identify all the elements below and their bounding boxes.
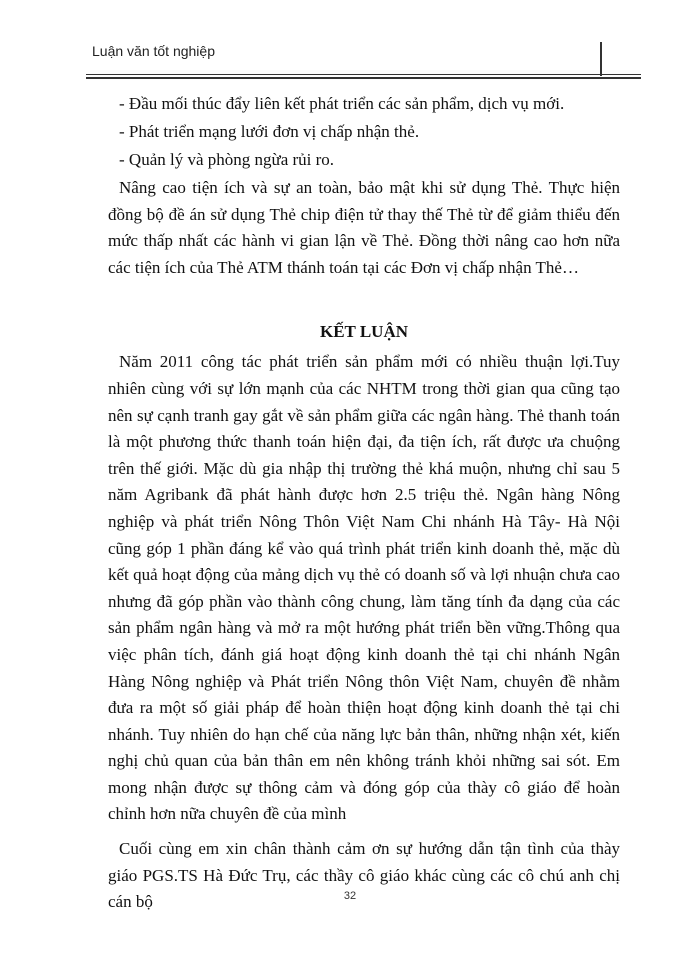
bullet-item: - Quản lý và phòng ngừa rủi ro. <box>119 150 335 169</box>
running-header: Luận văn tốt nghiệp <box>92 43 215 59</box>
paragraph-security: Nâng cao tiện ích và sự an toàn, bảo mật khi sử dụng Thẻ. Thực hiện đồng bộ đề án sử dụng Thẻ chip điện tử thay thế Thẻ từ để giảm thiểu đến mức thấp nhất các hành vi gian lận về Thẻ. Đồng thời nâng cao hơn nữa các tiện ích của Thẻ ATM thánh toán tại các Đơn vị chấp nhận Thẻ… <box>108 178 620 277</box>
header-rule-thick <box>86 77 641 79</box>
page-number: 32 <box>343 890 357 902</box>
bullet-item: - Phát triển mạng lưới đơn vị chấp nhận thẻ. <box>119 122 420 141</box>
header-rule-thin <box>86 74 641 75</box>
section-title: KẾT LUẬN <box>319 322 408 342</box>
paragraph-thanks: Cuối cùng em xin chân thành cảm ơn sự hướng dẫn tận tình của thày giáo PGS.TS Hà Đức Trụ, các thầy cô giáo khác cùng các cô chú anh chị cán bộ <box>108 839 620 912</box>
page-content <box>108 90 620 916</box>
bullet-item: - Đầu mối thúc đẩy liên kết phát triển các sản phẩm, dịch vụ mới. <box>119 94 565 113</box>
paragraph-conclusion: Năm 2011 công tác phát triển sản phẩm mới có nhiều thuận lợi.Tuy nhiên cùng với sự lớn mạnh của các NHTM trong thời gian qua cũng tạo nên sự cạnh tranh gay gắt về sản phẩm giữa các ngân hàng. Thẻ thanh toán là một phương thức thanh toán hiện đại, đa tiện ích, rất được ưa chuộng trên thế giới. Mặc dù gia nhập thị trường thẻ khá muộn, nhưng chỉ sau 5 năm Agribank đã phát hành được hơn 2.5 triệu thẻ. Ngân hàng Nông nghiệp và phát triển Nông Thôn Việt Nam Chi nhánh Hà Tây- Hà Nội cũng góp 1 phần đáng kể vào quá trình phát triển kinh doanh thẻ, mặc dù kết quả hoạt động của mảng dịch vụ thẻ có doanh số và lợi nhuận chưa cao nhưng đã góp phần vào thành công chung, làm tăng tính đa dạng của các sản phẩm ngân hàng và mở ra một hướng phát triển bền vững.Thông qua việc phân tích, đánh giá hoạt động kinh doanh thẻ tại chi nhánh Ngân Hàng Nông nghiệp và Phát triển Nông thôn Việt Nam, chuyên đề nhằm đưa ra một số giải pháp để hoàn thiện hoạt động kinh doanh thẻ tại chi nhánh. Tuy nhiên do hạn chế của năng lực bản thân, những nhận xét, kiến nghị chủ quan của bản thân em nên không tránh khỏi những sai sót. Em mong nhận được sự thông cảm và đóng góp của thày cô giáo để hoàn chỉnh hơn nữa chuyên đề của mình <box>108 352 620 824</box>
header-rule-vertical <box>600 42 602 76</box>
